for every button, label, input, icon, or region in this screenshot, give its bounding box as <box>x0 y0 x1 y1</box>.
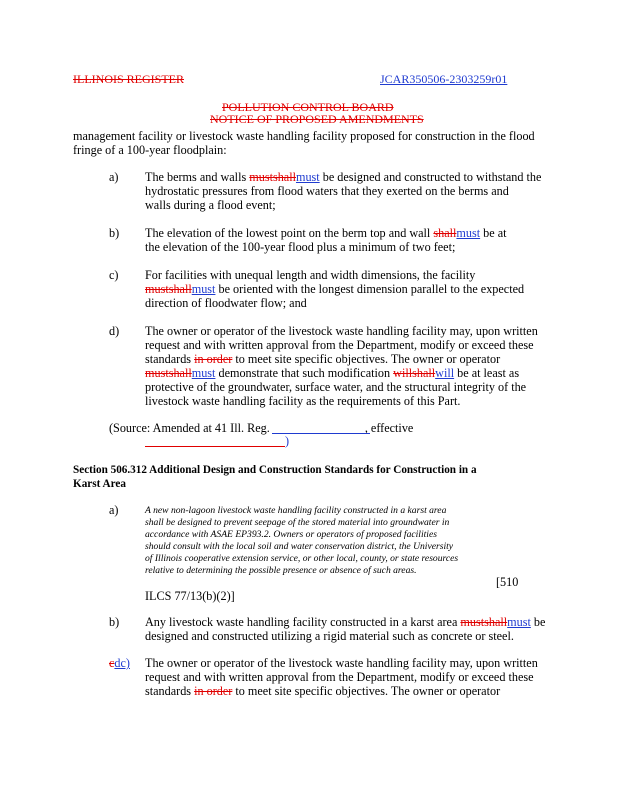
item-label: d) <box>109 324 120 338</box>
item-label: b) <box>109 226 120 240</box>
item-label: b) <box>109 615 120 629</box>
citation-start: [510 <box>496 575 519 589</box>
text-run: hydrostatic pressures from flood waters that they exerted on the berms and <box>145 184 509 198</box>
statutory-italic-line: should consult with the local soil and water conservation district, the University <box>145 541 454 552</box>
text-run: standards <box>145 352 195 366</box>
source-note: (Source: Amended at 41 Ill. Reg. , effective <box>109 421 414 435</box>
deleted-text: shall <box>433 226 457 240</box>
text-run: standards <box>145 684 195 698</box>
deleted-text: must <box>145 282 169 296</box>
text-run: the elevation of the 100-year flood plus a minimum of two feet; <box>145 240 456 254</box>
text-run: be <box>530 615 546 629</box>
item-line <box>145 338 534 352</box>
deleted-text: must <box>460 615 485 629</box>
item-line <box>145 226 507 240</box>
text-run: The owner or operator of the livestock waste handling facility may, upon written <box>145 324 538 338</box>
karst-item-a-label: a) <box>109 503 119 517</box>
text-run: designed and constructed utilizing a rigid material such as concrete or steel. <box>145 629 514 643</box>
item-line <box>145 380 526 394</box>
intro-line-1: management facility or livestock waste handling facility proposed for construction in the flood <box>73 129 535 143</box>
text-run: The owner or operator of the livestock waste handling facility may, upon written <box>145 656 538 670</box>
source-close: ) <box>285 434 290 448</box>
item-line <box>145 170 541 184</box>
item-label: c) <box>109 268 119 282</box>
deleted-text: shall <box>168 366 192 380</box>
statutory-italic-line: relative to determining the possible presence or absence of such areas. <box>145 565 417 576</box>
item-line <box>145 240 455 254</box>
jcar-reference-text: JCAR350506-2303259r01 <box>380 72 508 86</box>
item-line <box>145 296 307 310</box>
text-run: livestock waste handling facility as the requirements of this Part. <box>145 394 461 408</box>
inserted-text: must <box>191 282 216 296</box>
item-line <box>145 394 460 408</box>
deleted-text: shall <box>168 282 192 296</box>
inserted-text: will <box>435 366 455 380</box>
item-line <box>145 198 276 212</box>
text-run: to meet site specific objectives. The owner or operator <box>232 684 501 698</box>
deleted-text: in order <box>194 684 233 698</box>
statutory-italic-line: shall be designed to prevent seepage of the stored material into groundwater in <box>145 517 450 528</box>
text-run: be at least as <box>454 366 520 380</box>
item-label: a) <box>109 170 119 184</box>
item-line <box>145 324 538 338</box>
notice-title: NOTICE OF PROPOSED AMENDMENTS <box>210 112 424 126</box>
jcar-reference <box>380 72 507 87</box>
statutory-italic-line: of Illinois cooperative extension service, or other local, county, or state resources <box>145 553 459 564</box>
deleted-text: shall <box>484 615 508 629</box>
inserted-label: d <box>114 656 121 670</box>
item-line <box>145 656 538 670</box>
register-title <box>73 72 184 87</box>
item-line <box>145 352 500 366</box>
text-run: The berms and walls <box>145 170 250 184</box>
text-run: be oriented with the longest dimension parallel to the expected <box>215 282 525 296</box>
item-line <box>145 670 534 684</box>
intro-line-2: fringe of a 100-year floodplain: <box>73 143 227 157</box>
text-run: demonstrate that such modification <box>215 366 394 380</box>
item-line <box>145 615 545 629</box>
deleted-text: shall <box>412 366 436 380</box>
inserted-text: must <box>507 615 531 629</box>
item-line <box>145 684 500 698</box>
text-run: request and with written approval from the Department, modify or exceed these <box>145 670 534 684</box>
section-title-line-1: Section 506.312 Additional Design and Construction Standards for Construction in a <box>73 464 477 476</box>
text-run: protective of the groundwater, surface water, and the structural integrity of the <box>145 380 527 394</box>
citation-end: ILCS 77/13(b)(2)] <box>145 589 235 603</box>
item-line <box>145 282 524 296</box>
board-name: POLLUTION CONTROL BOARD <box>222 100 394 114</box>
item-line <box>145 366 519 380</box>
inserted-text: must <box>456 226 481 240</box>
section-title-line-2: Karst Area <box>73 478 126 490</box>
source-effective-blank <box>145 446 285 447</box>
deleted-text: will <box>393 366 413 380</box>
deleted-text: must <box>145 366 169 380</box>
deleted-text: must <box>249 170 273 184</box>
item-line <box>145 268 475 282</box>
label-tail: c) <box>120 656 130 670</box>
text-run: walls during a flood event; <box>145 198 276 212</box>
text-run: The elevation of the lowest point on the berm top and wall <box>145 226 434 240</box>
text-run: be at <box>480 226 507 240</box>
register-title-text: ILLINOIS REGISTER <box>73 72 184 86</box>
text-run: to meet site specific objectives. The owner or operator <box>232 352 501 366</box>
text-run: be designed and constructed to withstand the <box>319 170 542 184</box>
statutory-italic-line: accordance with ASAE EP393.2. Owners or operators of proposed facilities <box>145 529 437 540</box>
text-run: Any livestock waste handling facility constructed in a karst area <box>145 615 461 629</box>
inserted-text: must <box>295 170 320 184</box>
deleted-text: in order <box>194 352 233 366</box>
inserted-text: must <box>191 366 216 380</box>
text-run: For facilities with unequal length and width dimensions, the facility <box>145 268 476 282</box>
deleted-text: shall <box>272 170 296 184</box>
item-line <box>145 184 509 198</box>
item-line <box>145 629 514 643</box>
text-run: direction of floodwater flow; and <box>145 296 307 310</box>
text-run: request and with written approval from the Department, modify or exceed these <box>145 338 534 352</box>
item-label <box>109 656 130 670</box>
statutory-italic-line: A new non-lagoon livestock waste handling facility constructed in a karst area <box>145 505 447 516</box>
deleted-label: c <box>109 656 115 670</box>
